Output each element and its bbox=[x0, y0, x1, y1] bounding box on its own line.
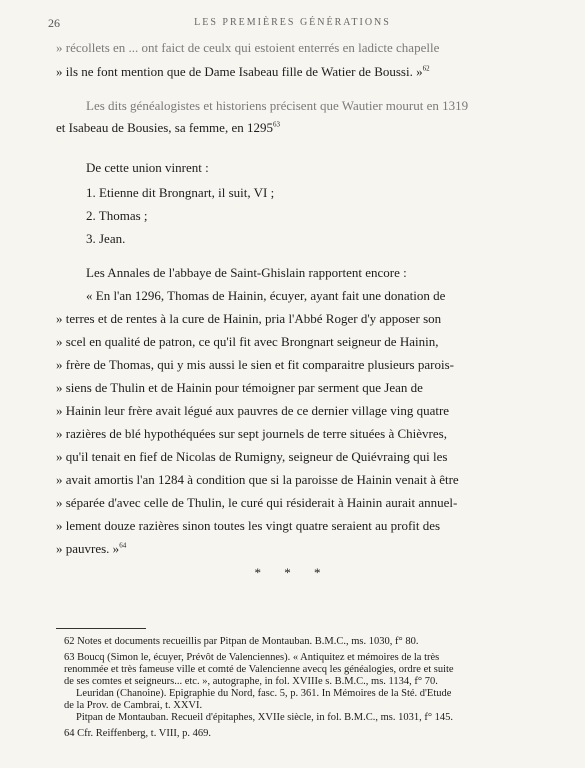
page-header bbox=[0, 14, 585, 32]
annales-line-12: » pauvres. »$^{64}$ bbox=[56, 541, 127, 556]
footnote-62: 62 Notes et documents recueillis par Pitpan de Montauban. B.M.C., ms. 1030, f° 80. bbox=[64, 636, 419, 647]
quote-line-1: » récollets en ... ont faict de ceulx qui estoient enterrés en ladicte chapelle bbox=[56, 40, 440, 55]
annales-line-5-text: siens de Thulin et de Hainin pour témoigner par serment que Jean de bbox=[65, 380, 423, 395]
annales-line-11-text: lement douze razières sinon toutes les vingt quatre seraient au profit des bbox=[65, 518, 441, 533]
para1-line-2 bbox=[56, 120, 280, 136]
annales-line-8-text: qu'il tenait en fief de Nicolas de Rumigny, seigneur de Quiévraing qui les bbox=[65, 449, 448, 464]
running-title: LES PREMIÈRES GÉNÉRATIONS bbox=[194, 17, 391, 28]
footnote-63-line-2: renommée et très fameuse ville et comté de Valencienne avecq les généalogies, ordre et suite bbox=[64, 664, 454, 675]
annales-line-9: » avait amortis l'an 1284 à condition que si la paroisse de Hainin venait à être bbox=[56, 472, 459, 487]
union-item-1: 1. Etienne dit Brongnart, il suit, VI ; bbox=[86, 185, 275, 200]
footnote-63-line-1: 63 Boucq (Simon le, écuyer, Prévôt de Valenciennes). « Antiquitez et mémoires de la très bbox=[64, 652, 440, 663]
annales-line-10: » séparée d'avec celle de Thulin, le curé qui résiderait à Hainin aurait annuel- bbox=[56, 495, 458, 510]
annales-line-2: » terres et de rentes à la cure de Hainin, pria l'Abbé Roger d'y apposer son bbox=[56, 311, 442, 326]
para1-line-1: Les dits généalogistes et historiens précisent que Wautier mourut en 1319 bbox=[86, 98, 469, 113]
annales-intro: Les Annales de l'abbaye de Saint-Ghislain rapportent encore : bbox=[86, 265, 407, 280]
union-intro: De cette union vinrent : bbox=[86, 160, 209, 175]
quote-line-2-text: » ils ne font mention que de Dame Isabeau fille de Watier de Boussi. » bbox=[56, 64, 423, 79]
annales-line-5: » siens de Thulin et de Hainin pour témoigner par serment que Jean de bbox=[56, 380, 423, 395]
annales-line-6: » Hainin leur frère avait légué aux pauvres de ce dernier village ving quatre bbox=[56, 403, 450, 418]
annales-line-11: » lement douze razières sinon toutes les vingt quatre seraient au profit des bbox=[56, 518, 441, 533]
union-item-3: 3. Jean. bbox=[86, 231, 126, 246]
para1-line-2-text: et Isabeau de Bousies, sa femme, en 1295 bbox=[56, 120, 273, 135]
footnote-63-line-3: de ses comtes et seigneurs... etc. », autographe, in fol. XVIIIe s. B.M.C., ms. 1134, f° 70. bbox=[64, 676, 438, 687]
annales-line-3: » scel en qualité de patron, ce qu'il fit avec Brongnart seigneur de Hainin, bbox=[56, 334, 439, 349]
quote-line-2 bbox=[56, 64, 430, 80]
annales-line-4: » frère de Thomas, qui y mis aussi le sien et fit comparaitre plusieurs parois- bbox=[56, 357, 454, 372]
footnote-ref-64: 64 bbox=[119, 541, 127, 550]
annales-line-2-text: terres et de rentes à la cure de Hainin, pria l'Abbé Roger d'y apposer son bbox=[65, 311, 442, 326]
annales-line-12-text: pauvres. » bbox=[65, 541, 120, 556]
annales-line-7: » razières de blé hypothéquées sur sept journels de terre situées à Chièvres, bbox=[56, 426, 447, 441]
footnote-rule bbox=[56, 628, 146, 629]
annales-line-6-text: Hainin leur frère avait légué aux pauvres de ce dernier village ving quatre bbox=[65, 403, 450, 418]
footnote-63-line-4: Leuridan (Chanoine). Epigraphie du Nord, fasc. 5, p. 361. In Mémoires de la Sté. d'Etude bbox=[76, 688, 452, 699]
footnote-63-line-5: de la Prov. de Cambrai, t. XXVI. bbox=[64, 700, 203, 711]
annales-line-1: « En l'an 1296, Thomas de Hainin, écuyer, ayant fait une donation de bbox=[86, 288, 446, 303]
annales-line-7-text: razières de blé hypothéquées sur sept journels de terre situées à Chièvres, bbox=[65, 426, 447, 441]
union-item-2: 2. Thomas ; bbox=[86, 208, 148, 223]
footnote-64: 64 Cfr. Reiffenberg, t. VIII, p. 469. bbox=[64, 728, 211, 739]
page-number: 26 bbox=[48, 16, 60, 30]
footnote-ref-63: 63 bbox=[272, 120, 280, 129]
annales-line-4-text: frère de Thomas, qui y mis aussi le sien et fit comparaitre plusieurs parois- bbox=[65, 357, 454, 372]
footnote-63-line-6: Pitpan de Montauban. Recueil d'épitaphes, XVIIe siècle, in fol. B.M.C., ms. 1031, f° 145. bbox=[76, 712, 454, 723]
annales-line-3-text: scel en qualité de patron, ce qu'il fit avec Brongnart seigneur de Hainin, bbox=[65, 334, 439, 349]
footnote-ref-62: 62 bbox=[422, 64, 430, 73]
annales-line-10-text: séparée d'avec celle de Thulin, le curé qui résiderait à Hainin aurait annuel- bbox=[65, 495, 458, 510]
section-separator: * * * bbox=[254, 565, 331, 580]
annales-line-8: » qu'il tenait en fief de Nicolas de Rumigny, seigneur de Quiévraing qui les bbox=[56, 449, 448, 464]
annales-line-9-text: avait amortis l'an 1284 à condition que si la paroisse de Hainin venait à être bbox=[65, 472, 459, 487]
